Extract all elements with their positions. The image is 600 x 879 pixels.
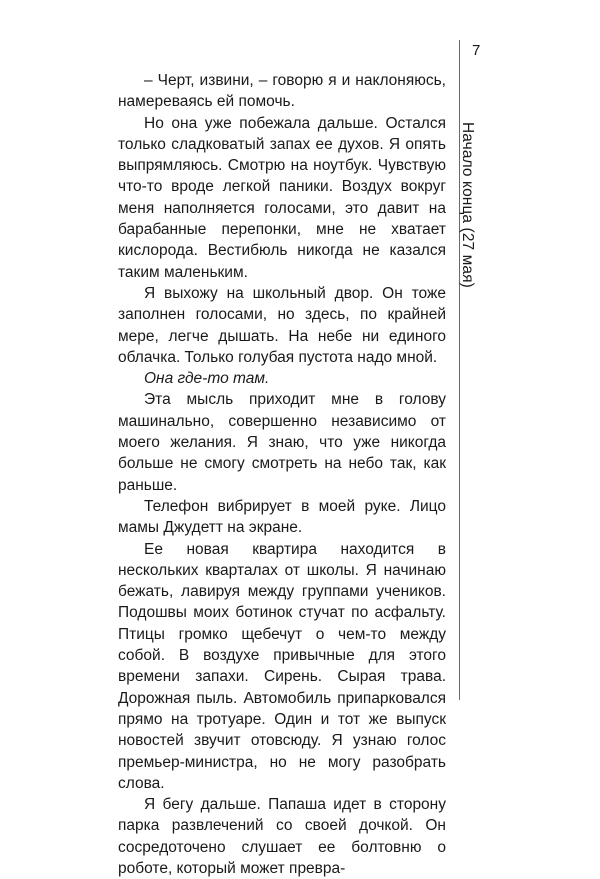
running-head: Начало конца (27 мая) (459, 122, 476, 288)
paragraph: Но она уже побежала дальше. Остался только сладковатый запах ее духов. Я опять выпрямляюсь. Смотрю на ноутбук. Чувствую что-то вроде легкой паники. Воздух вокруг меня наполняется голосами, это давит на барабанные перепонки, мне не хватает кислорода. Вестибюль никогда не казался таким маленьким. (118, 114, 446, 281)
paragraph: Я бегу дальше. Папаша идет в сторону парка развлечений со своей дочкой. Он сосредоточено слушает ее болтовню о роботе, который может превра- (118, 796, 446, 877)
body-text (118, 70, 446, 879)
paragraph: Телефон вибрирует в моей руке. Лицо мамы Джудетт на экране. (118, 497, 446, 537)
paragraph-italic: Она где-то там. (144, 370, 270, 388)
paragraph: Эта мысль приходит мне в голову машинально, совершенно независимо от моего желания. Я знаю, что уже никогда больше не смогу смотреть на небо так, как раньше. (118, 391, 446, 494)
paragraph: – Черт, извини, – говорю я и наклоняюсь, намереваясь ей помочь. (118, 72, 446, 111)
paragraph: Я выхожу на школьный двор. Он тоже заполнен голосами, но здесь, по крайней мере, легче дышать. На небе ни единого облачка. Только голубая пустота надо мной. (118, 284, 446, 366)
page-number: 7 (472, 42, 481, 59)
paragraph: Ее новая квартира находится в нескольких кварталах от школы. Я начинаю бежать, лавируя между группами учеников. Подошвы моих ботинок стучат по асфальту. Птицы громко щебечут о чем-то между собой. В воздухе привычные для этого времени запахи. Сирень. Сырая трава. Дорожная пыль. Автомобиль припарковался прямо на тротуаре. Один и тот же выпуск новостей звучит отовсюду. Я узнаю голос премьер-министра, но не могу разобрать слова. (118, 540, 446, 792)
